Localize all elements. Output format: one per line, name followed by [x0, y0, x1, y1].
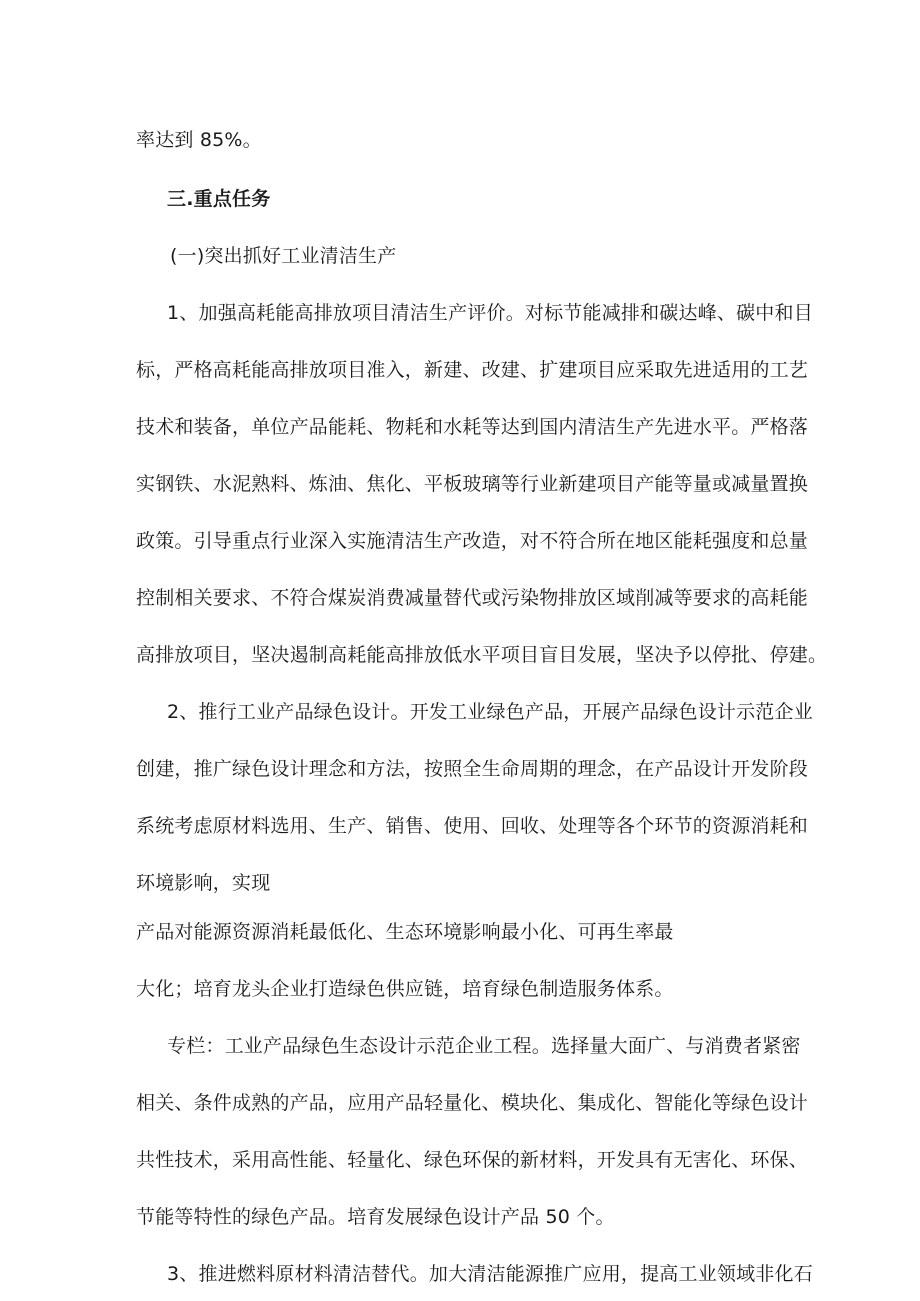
sidebar-box-line: 相关、条件成熟的产品，应用产品轻量化、模块化、集成化、智能化等绿色设计: [136, 1092, 809, 1114]
paragraph-line: 产品对能源资源消耗最低化、生态环境影响最小化、可再生率最: [136, 921, 674, 943]
paragraph-line: 技术和装备，单位产品能耗、物耗和水耗等达到国内清洁生产先进水平。严格落: [136, 416, 809, 438]
paragraph-line: 大化；培育龙头企业打造绿色供应链，培育绿色制造服务体系。: [136, 978, 674, 1000]
sidebar-box-line: 专栏：工业产品绿色生态设计示范企业工程。选择量大面广、与消费者紧密: [167, 1035, 801, 1057]
paragraph-line: 2、推行工业产品绿色设计。开发工业绿色产品，开展产品绿色设计示范企业: [167, 701, 813, 723]
paragraph-line: 实钢铁、水泥熟料、炼油、焦化、平板玻璃等行业新建项目产能等量或减量置换: [136, 473, 809, 495]
sidebar-box-line: 共性技术，采用高性能、轻量化、绿色环保的新材料，开发具有无害化、环保、: [136, 1149, 809, 1171]
paragraph-line: 标，严格高耗能高排放项目准入，新建、改建、扩建项目应采取先进适用的工艺: [136, 359, 809, 381]
paragraph-line: 3、推进燃料原材料清洁替代。加大清洁能源推广应用，提高工业领域非化石: [167, 1263, 813, 1285]
paragraph-line: 政策。引导重点行业深入实施清洁生产改造，对不符合所在地区能耗强度和总量: [136, 530, 809, 552]
paragraph-line: 环境影响，实现: [136, 872, 271, 894]
paragraph-line: 控制相关要求、不符合煤炭消费减量替代或污染物排放区域削减等要求的高耗能: [136, 587, 809, 609]
paragraph-line: 系统考虑原材料选用、生产、销售、使用、回收、处理等各个环节的资源消耗和: [136, 815, 809, 837]
paragraph-line: 1、加强高耗能高排放项目清洁生产评价。对标节能减排和碳达峰、碳中和目: [167, 302, 813, 324]
subsection-heading: (一)突出抓好工业清洁生产: [170, 245, 397, 267]
text-line-continuation: 率达到 85%。: [136, 129, 262, 151]
sidebar-box-line: 节能等特性的绿色产品。培育发展绿色设计产品 50 个。: [136, 1206, 615, 1228]
paragraph-line: 高排放项目，坚决遏制高耗能高排放低水平项目盲目发展，坚决予以停批、停建。: [136, 644, 828, 666]
section-heading: 三.重点任务: [167, 188, 271, 210]
paragraph-line: 创建，推广绿色设计理念和方法，按照全生命周期的理念，在产品设计开发阶段: [136, 758, 809, 780]
